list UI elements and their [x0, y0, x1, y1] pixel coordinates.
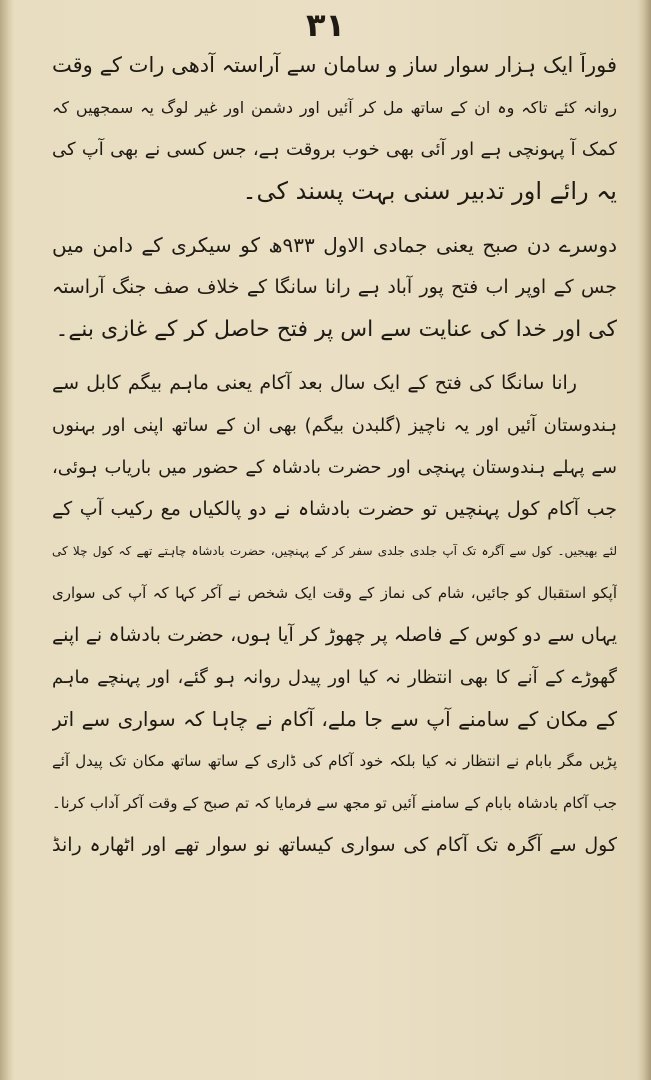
text-line: ہندوستان آئیں اور یہ ناچیز (گلبدن بیگم) بھی ان کے ساتھ اپنی اور بہنوں: [52, 415, 617, 436]
text-line: کمک آ پہونچی ہے اور آئی بھی خوب بروقت ہے، جس کسی نے بھی آپ کی: [52, 139, 617, 160]
text-line: یہاں سے دو کوس کے فاصلہ پر چھوڑ کر آیا ہوں، حضرت بادشاہ نے اپنے: [52, 624, 617, 646]
text-line: یہ رائے اور تدبیر سنی بہت پسند کی۔: [242, 178, 617, 205]
text-line: دوسرے دن صبح یعنی جمادی الاول ۹۳۳ھ کو سیکری کے دامن میں: [52, 233, 617, 257]
text-line: جب آکام بادشاہ بابام کے سامنے آئیں تو مجھ سے فرمایا کہ تم صبح کے وقت آکر آداب کرنا۔: [52, 794, 617, 812]
page-number: ۳۱: [305, 6, 346, 44]
text-line: رانا سانگا کی فتح کے ایک سال بعد آکام یعنی ماہم بیگم کابل سے: [52, 372, 577, 394]
text-line: جب آکام کول پہنچیں تو حضرت بادشاہ نے دو پالکیاں مع رکیب آپ کے: [52, 498, 617, 520]
text-line: آپکو استقبال کو جائیں، شام کی نماز کے وقت ایک شخص نے آکر کہا کہ آپ کی سواری: [52, 584, 617, 602]
text-line: پڑیں مگر بابام نے انتظار نہ کیا بلکہ خود آکام کی ڈاری کے ساتھ ساتھ مکان تک پیدل آئے: [52, 752, 617, 770]
page-body-text: [52, 52, 617, 874]
page-left-edge: [0, 0, 14, 1080]
text-line: لئے بھیجیں۔ کول سے آگرہ تک آپ جلدی جلدی سفر کر کے پہنچیں، حضرت بادشاہ چاہتے تھے کہ کول چلا کی: [52, 544, 617, 558]
page-right-edge: [637, 0, 651, 1080]
text-line: گھوڑے کے آنے کا بھی انتظار نہ کیا اور پیدل روانہ ہو گئے، اور پہنچے ماہم: [52, 667, 617, 688]
text-line: کی اور خدا کی عنایت سے اس پر فتح حاصل کر کے غازی بنے۔: [55, 317, 617, 342]
text-line: کول سے آگرہ تک آکام کی سواری کیساتھ نو سوار تھے اور اٹھارہ رانڈ: [52, 834, 617, 856]
text-line: جس کے اوپر اب فتح پور آباد ہے رانا سانگا کے خلاف صف جنگ آراستہ: [52, 276, 617, 298]
text-line: سے پہلے ہندوستان پہنچی اور حضرت بادشاہ کے حضور میں باریاب ہوئی،: [52, 457, 617, 478]
text-line: فوراً ایک ہزار سوار ساز و سامان سے آراستہ آدھی رات کے وقت: [52, 53, 617, 77]
text-line: کے مکان کے سامنے آپ سے جا ملے، آکام نے چاہا کہ سواری سے اتر: [52, 707, 617, 731]
text-line: روانہ کئے تاکہ وہ ان کے ساتھ مل کر آئیں اور دشمن اور غیر لوگ یہ سمجھیں کہ: [52, 98, 617, 117]
